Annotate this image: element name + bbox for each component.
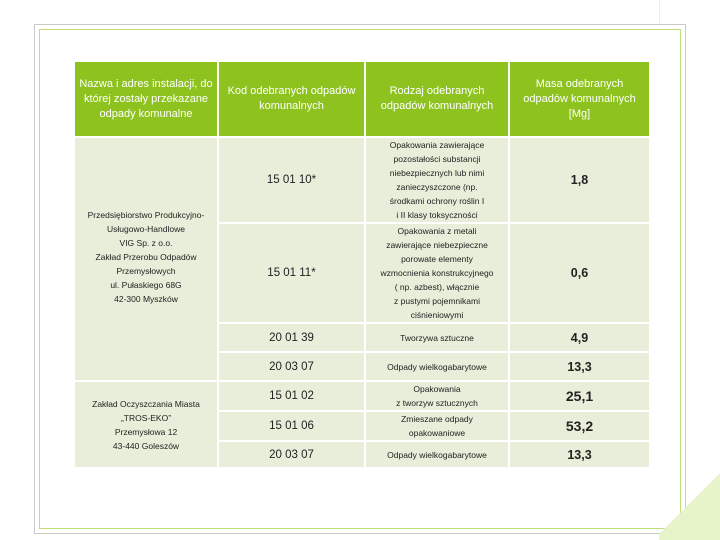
waste-kind bbox=[366, 224, 508, 322]
installation-line: Przemysłowych bbox=[116, 266, 176, 276]
waste-kind bbox=[366, 353, 508, 380]
waste-mass: 0,6 bbox=[510, 224, 649, 322]
table-row bbox=[75, 382, 649, 410]
waste-code: 20 03 07 bbox=[219, 442, 364, 467]
header-installation: Nazwa i adres instalacji, do której zostały przekazane odpady komunalne bbox=[75, 62, 217, 136]
waste-kind-line: z pustymi pojemnikami bbox=[394, 296, 480, 306]
waste-kind-line: Odpady wielkogabarytowe bbox=[387, 449, 487, 460]
waste-code: 15 01 02 bbox=[219, 382, 364, 410]
waste-code: 20 01 39 bbox=[219, 324, 364, 351]
waste-kind-line: Opakowania zawierające bbox=[389, 140, 485, 150]
waste-mass: 4,9 bbox=[510, 324, 649, 351]
installation-line: 43-440 Goleszów bbox=[112, 440, 180, 451]
header-kind: Rodzaj odebranych odpadów komunalnych bbox=[366, 62, 508, 136]
waste-kind-line: Odpady wielkogabarytowe bbox=[387, 361, 487, 372]
waste-kind-line: środkami ochrony roślin I bbox=[389, 196, 485, 206]
installation-cell bbox=[75, 382, 217, 467]
installation-line: Zakład Oczyszczania Miasta bbox=[92, 398, 200, 409]
installation-line: VIG Sp. z o.o. bbox=[119, 238, 173, 248]
waste-kind-line: ( np. azbest), włącznie bbox=[394, 282, 480, 292]
header-mass: Masa odebranych odpadów komunalnych [Mg] bbox=[510, 62, 649, 136]
table-row bbox=[75, 138, 649, 222]
waste-code: 20 03 07 bbox=[219, 353, 364, 380]
waste-mass: 13,3 bbox=[510, 353, 649, 380]
waste-table bbox=[73, 60, 651, 469]
waste-kind bbox=[366, 382, 508, 410]
waste-mass: 53,2 bbox=[510, 412, 649, 440]
waste-kind-line: zanieczyszczone (np. bbox=[396, 182, 478, 192]
slide-corner-decoration bbox=[660, 450, 720, 540]
waste-kind-line: opakowaniowe bbox=[408, 428, 466, 438]
waste-mass: 13,3 bbox=[510, 442, 649, 467]
waste-kind-line: Opakowania z metali bbox=[397, 226, 477, 236]
installation-line: Zakład Przerobu Odpadów bbox=[95, 252, 197, 262]
waste-kind-line: zawierające niebezpieczne bbox=[386, 240, 488, 250]
waste-kind-line: Zmieszane odpady bbox=[401, 414, 473, 424]
installation-line: Usługowo-Handlowe bbox=[107, 224, 185, 234]
waste-kind-line: ciśnieniowymi bbox=[410, 310, 464, 320]
installation-line: Przemysłowa 12 bbox=[114, 426, 178, 437]
waste-kind bbox=[366, 138, 508, 222]
waste-kind bbox=[366, 324, 508, 351]
waste-kind-line: niebezpiecznych lub nimi bbox=[389, 168, 485, 178]
waste-kind bbox=[366, 412, 508, 440]
waste-code: 15 01 10* bbox=[219, 138, 364, 222]
waste-mass: 25,1 bbox=[510, 382, 649, 410]
installation-cell bbox=[75, 138, 217, 380]
installation-line: „TROS-EKO” bbox=[120, 412, 172, 423]
installation-line: Przedsiębiorstwo Produkcyjno- bbox=[87, 210, 205, 220]
waste-kind-line: Tworzywa sztuczne bbox=[400, 332, 474, 343]
waste-kind-line: i II klasy toksyczności bbox=[396, 210, 478, 220]
waste-code: 15 01 06 bbox=[219, 412, 364, 440]
waste-code: 15 01 11* bbox=[219, 224, 364, 322]
waste-kind bbox=[366, 442, 508, 467]
waste-mass: 1,8 bbox=[510, 138, 649, 222]
waste-kind-line: z tworzyw sztucznych bbox=[396, 398, 478, 408]
installation-line: ul. Pułaskiego 68G bbox=[110, 280, 182, 290]
installation-line: 42-300 Myszków bbox=[114, 294, 178, 304]
table-header-row bbox=[75, 62, 649, 136]
waste-kind-line: pozostałości substancji bbox=[393, 154, 481, 164]
waste-kind-line: porowate elementy bbox=[401, 254, 473, 264]
waste-kind-line: wzmocnienia konstrukcyjnego bbox=[380, 268, 494, 278]
header-code: Kod odebranych odpadów komunalnych bbox=[219, 62, 364, 136]
waste-kind-line: Opakowania bbox=[413, 384, 461, 394]
